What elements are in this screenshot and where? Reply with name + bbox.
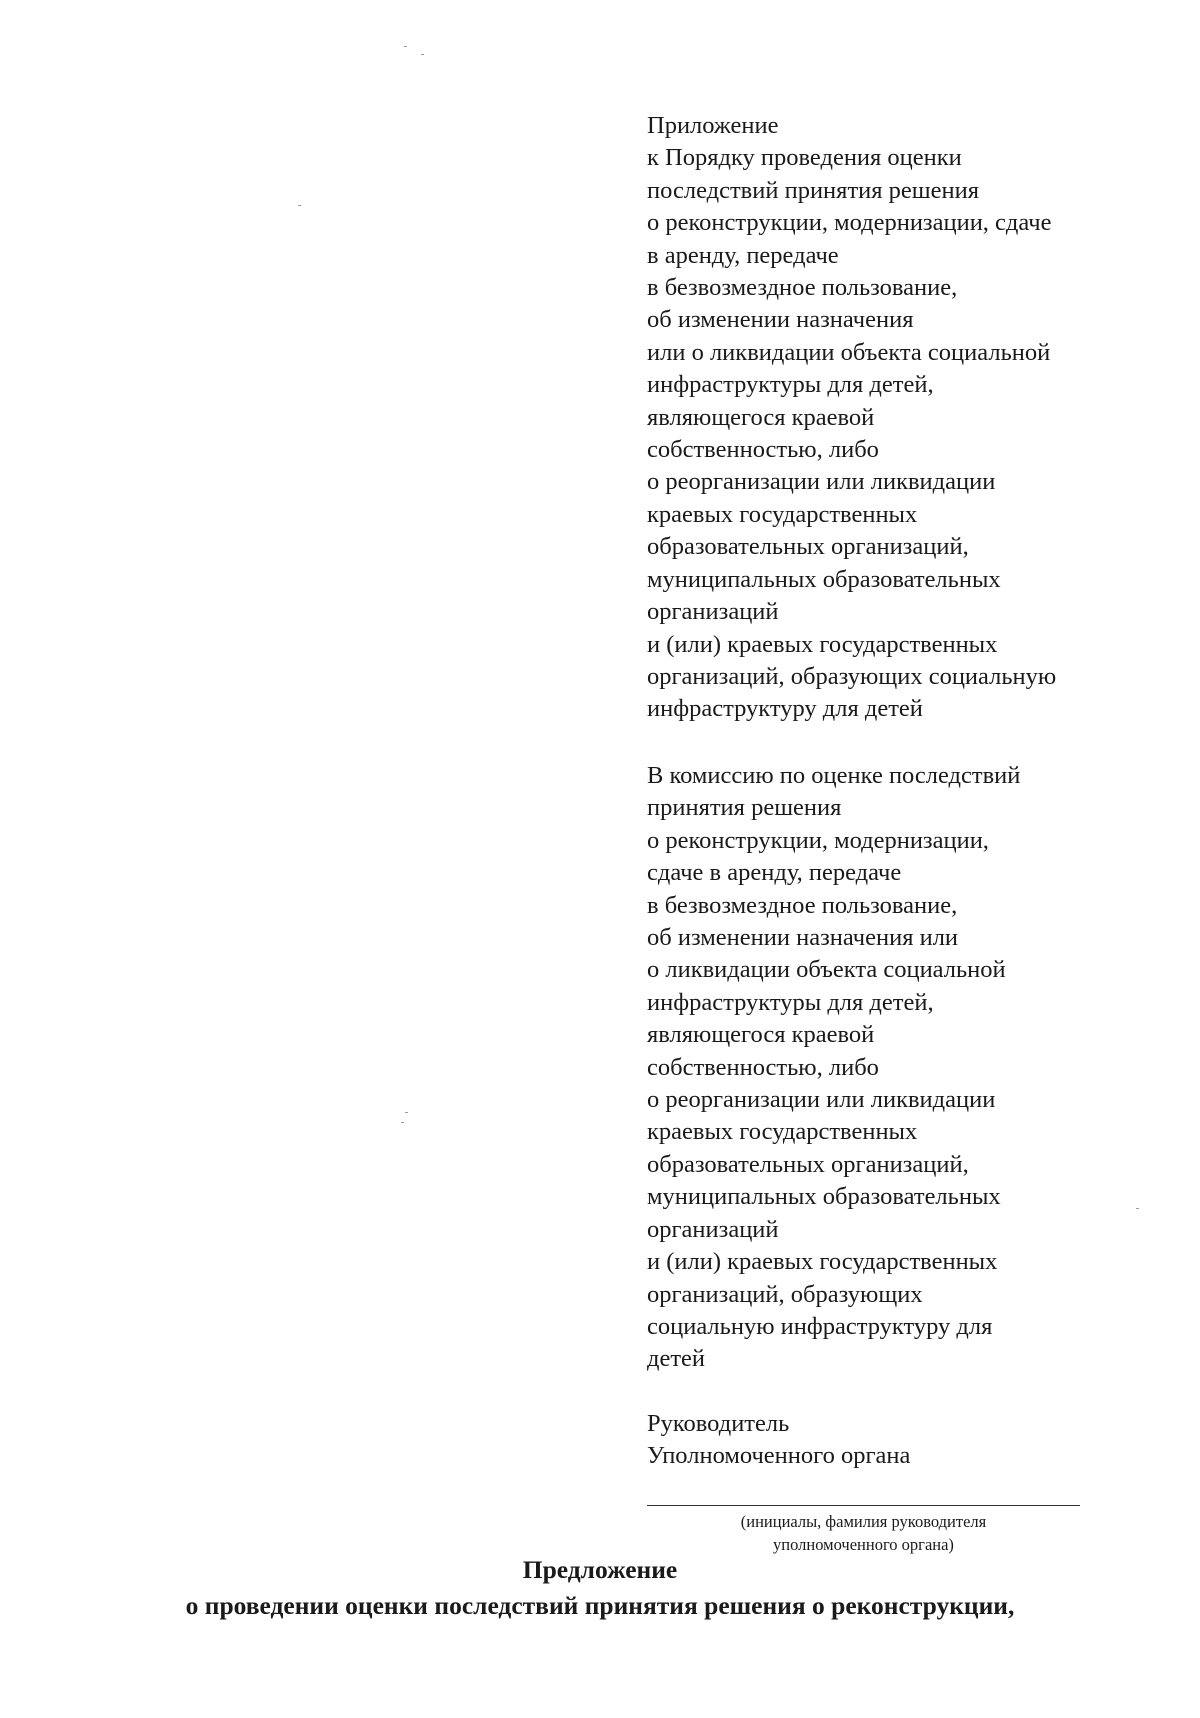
appendix-line: Приложение [647,112,779,139]
appendix-line: к Порядку проведения оценки [647,144,962,172]
head-line: Уполномоченного органа [647,1442,911,1470]
appendix-line: в безвозмездное пользование, [647,274,958,302]
appendix-line: краевых государственных [647,500,918,528]
signature-caption [647,1510,1080,1556]
addressee-line: и (или) краевых государственных [647,1248,998,1276]
addressee-line: социальную инфраструктуру для [647,1312,993,1340]
appendix-line: муниципальных образовательных [647,565,1001,593]
addressee-line: организаций, образующих [647,1280,923,1308]
appendix-line: о реконструкции, модернизации, сдаче [647,209,1052,237]
signature-rule [647,1505,1080,1506]
addressee-line: инфраструктуры для детей, [647,988,934,1016]
addressee-line: принятия решения [647,794,842,822]
scan-speck [1136,1208,1139,1209]
addressee-line: муниципальных образовательных [647,1183,1001,1211]
addressee-line: краевых государственных [647,1118,918,1146]
addressee-line: сдаче в аренду, передаче [647,859,902,887]
appendix-line: или о ликвидации объекта социальной [647,338,1051,366]
addressee-line: собственностью, либо [647,1053,879,1081]
appendix-line: об изменении назначения [647,306,914,334]
document-subtitle: о проведении оценки последствий принятия решения о реконструкции, [185,1591,1015,1620]
appendix-line: собственностью, либо [647,436,879,464]
scan-speck [421,54,424,55]
appendix-line: образовательных организаций, [647,533,969,561]
appendix-line: в аренду, передаче [647,241,839,269]
appendix-line: организаций, образующих социальную [647,662,1057,690]
scan-speck [405,1112,408,1113]
addressee-line: об изменении назначения или [647,924,959,952]
addressee-line: организаций [647,1215,779,1243]
appendix-line: и (или) краевых государственных [647,630,998,658]
addressee-line: образовательных организаций, [647,1150,969,1178]
caption-line: уполномоченного органа) [773,1535,954,1554]
head-line: Руководитель [647,1410,790,1437]
addressee-line: являющегося краевой [647,1021,875,1049]
appendix-line: организаций [647,598,779,626]
addressee-line: детей [647,1345,706,1373]
addressee-line: о реорганизации или ликвидации [647,1086,996,1114]
addressee-line: В комиссию по оценке последствий [647,762,1021,789]
head-of-authority-block [647,1408,1117,1473]
scan-speck [401,1122,404,1123]
appendix-line: инфраструктуры для детей, [647,371,934,399]
document-title: Предложение [522,1555,678,1584]
appendix-line: последствий принятия решения [647,176,980,204]
addressee-block [647,760,1117,1376]
appendix-line: о реорганизации или ликвидации [647,468,996,496]
appendix-line: являющегося краевой [647,403,875,431]
addressee-line: о ликвидации объекта социальной [647,956,1006,984]
appendix-note [647,110,1117,726]
addressee-line: о реконструкции, модернизации, [647,826,989,854]
caption-line: (инициалы, фамилия руководителя [740,1512,987,1531]
scan-speck [298,205,301,206]
scan-speck [404,46,407,47]
appendix-line: инфраструктуру для детей [647,695,923,723]
addressee-line: в безвозмездное пользование, [647,891,958,919]
